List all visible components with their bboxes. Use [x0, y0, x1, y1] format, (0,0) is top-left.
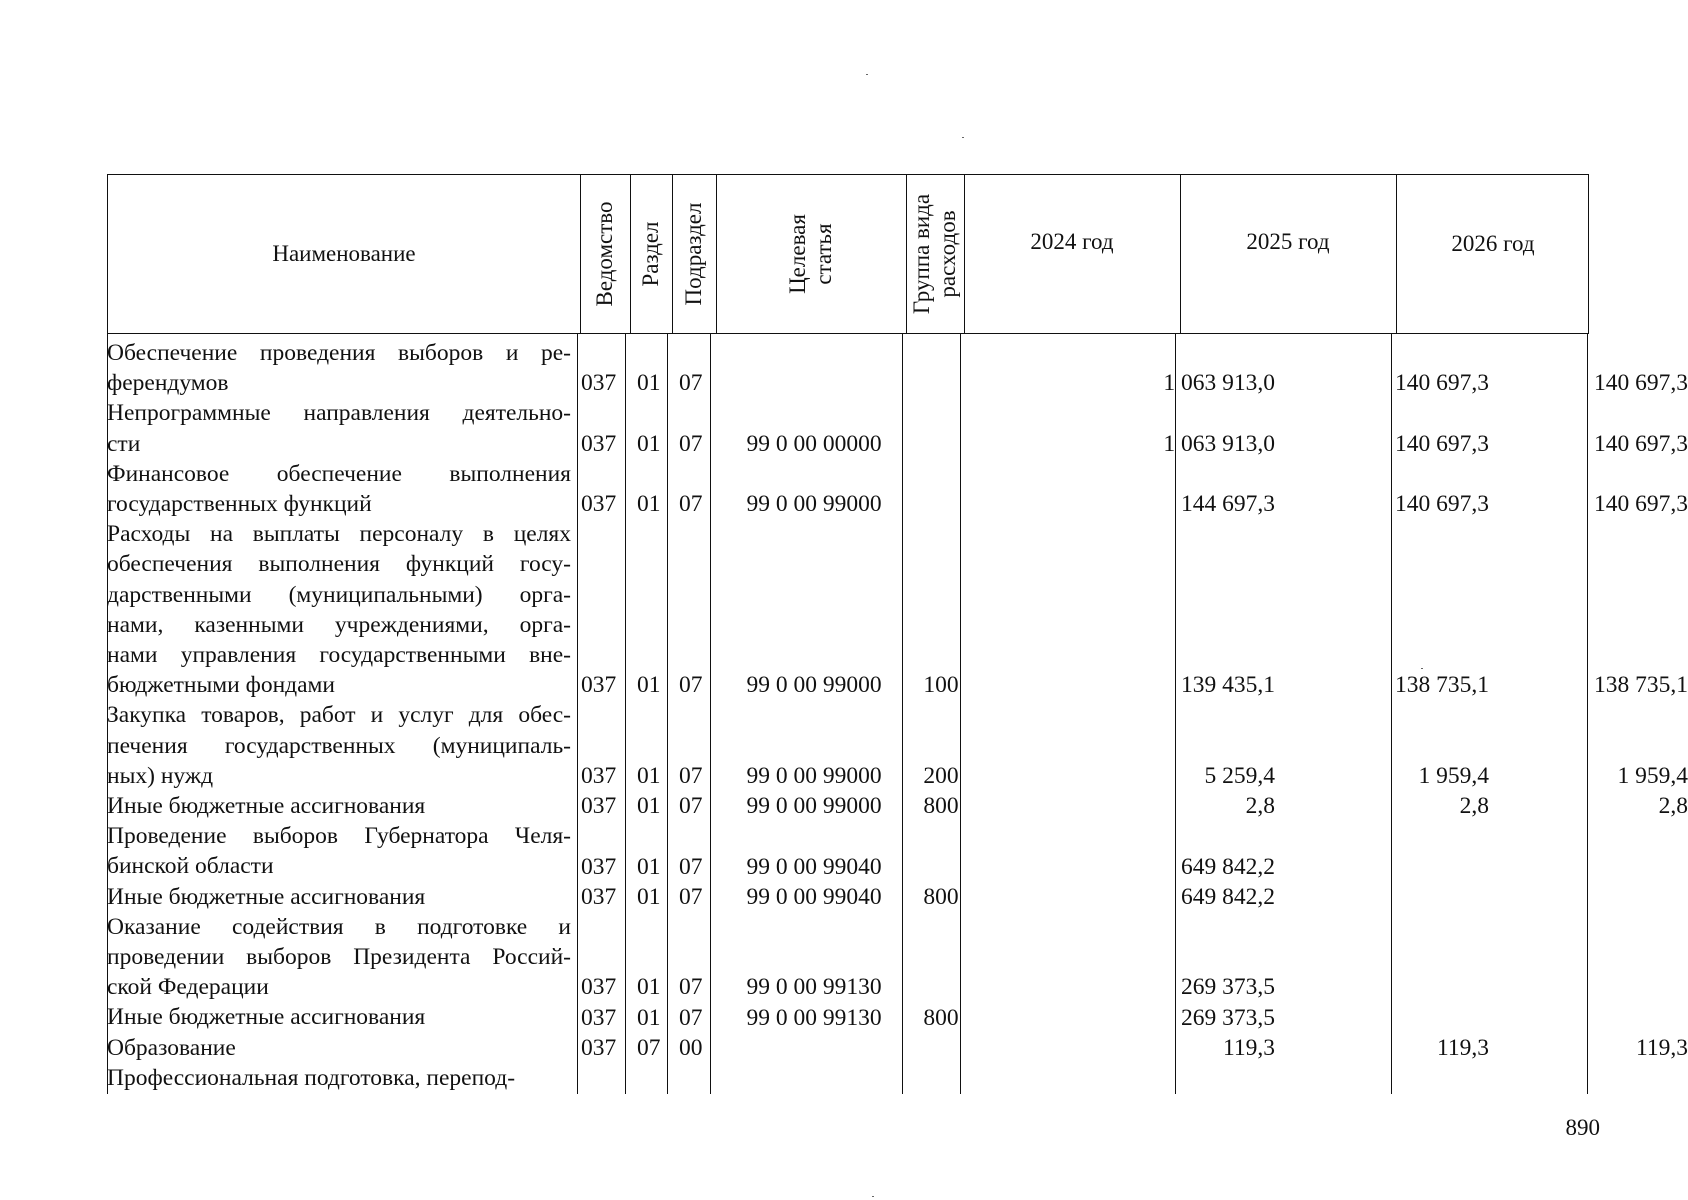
scan-speck	[1421, 668, 1423, 669]
expense-group: 100	[923, 672, 959, 699]
amount-2025: 138 735,1	[1395, 672, 1489, 699]
header-2025-cell	[1180, 175, 1396, 333]
subsection-code: 07	[679, 491, 703, 518]
header-divider	[1180, 175, 1181, 333]
table-row	[107, 519, 1688, 700]
table-row	[107, 459, 1688, 519]
table-row	[107, 882, 1589, 912]
amount-2026: 140 697,3	[1594, 370, 1688, 397]
row-name-line: бинской области	[107, 853, 274, 880]
row-name-line: печения государственных (муниципаль-	[107, 732, 571, 759]
amount-2026: 2,8	[1658, 793, 1688, 820]
section-code: 01	[637, 430, 661, 457]
target-article: 99 0 00 99000	[746, 672, 882, 699]
header-podrazdel: Подраздел	[681, 202, 706, 306]
row-name-line: Обеспечение проведения выборов и ре-	[107, 340, 571, 366]
table-row	[107, 338, 1688, 398]
section-code: 01	[637, 672, 661, 699]
row-name-line: нами, казенными учреждениями, орга-	[107, 611, 571, 638]
row-name-line: Проведение выборов Губернатора Челя-	[107, 823, 571, 850]
row-name-line: ферендумов	[107, 370, 229, 397]
row-name	[107, 338, 571, 398]
table-row	[107, 398, 1688, 458]
amount-2024: 649 842,2	[1181, 883, 1275, 910]
header-vedomstvo: Ведомство	[592, 201, 617, 307]
table-row	[107, 791, 1688, 821]
header-divider	[630, 175, 631, 333]
expense-group: 800	[923, 793, 959, 820]
header-2024: 2024 год	[1030, 229, 1114, 254]
amount-2024: 5 259,4	[1204, 762, 1275, 789]
amount-2024: 269 373,5	[1181, 1004, 1275, 1031]
amount-2026: 140 697,3	[1594, 491, 1688, 518]
table-row	[107, 1033, 1688, 1063]
amount-2025: 2,8	[1459, 793, 1489, 820]
agency-code: 037	[581, 974, 617, 1001]
header-2026-cell	[1396, 175, 1590, 333]
header-podrazdel-cell	[672, 175, 716, 333]
subsection-code: 07	[679, 1004, 703, 1031]
table-row	[107, 1063, 1589, 1093]
header-2026: 2026 год	[1451, 231, 1535, 256]
subsection-code: 07	[679, 430, 703, 457]
row-name-line: обеспечения выполнения функций госу-	[107, 551, 571, 578]
target-article: 99 0 00 99000	[746, 491, 882, 518]
header-name: Наименование	[272, 241, 416, 266]
table-row	[107, 821, 1589, 881]
agency-code: 037	[581, 883, 617, 910]
amount-2024: 649 842,2	[1181, 853, 1275, 880]
row-name-line: Иные бюджетные ассигнования	[107, 793, 426, 819]
row-name	[107, 791, 571, 821]
table-row	[107, 1002, 1589, 1032]
amount-2024: 269 373,5	[1181, 974, 1275, 1001]
agency-code: 037	[581, 491, 617, 518]
section-code: 01	[637, 370, 661, 397]
row-name-line: Финансовое обеспечение выполнения	[107, 460, 571, 487]
amount-2026: 1 959,4	[1617, 762, 1688, 789]
scan-speck	[962, 137, 964, 138]
header-vedomstvo-cell	[580, 175, 630, 333]
expense-group: 800	[923, 1004, 959, 1031]
row-name	[107, 700, 571, 791]
section-code: 01	[637, 491, 661, 518]
row-name-line: государственных функций	[107, 491, 372, 517]
subsection-code: 07	[679, 370, 703, 397]
section-code: 01	[637, 883, 661, 910]
header-divider	[906, 175, 907, 333]
subsection-code: 07	[679, 974, 703, 1001]
header-celevaya	[785, 214, 837, 294]
row-name-line: Иные бюджетные ассигнования	[107, 1004, 426, 1031]
header-divider	[580, 175, 581, 333]
target-article: 99 0 00 99040	[746, 853, 882, 880]
row-name	[107, 459, 571, 519]
agency-code: 037	[581, 762, 617, 789]
row-name-line: Непрограммные направления деятельно-	[107, 400, 571, 427]
row-name	[107, 398, 571, 458]
amount-2024: 144 697,3	[1181, 491, 1275, 518]
row-name-line: нами управления государственными вне-	[107, 642, 571, 668]
subsection-code: 07	[679, 883, 703, 910]
subsection-code: 07	[679, 853, 703, 880]
row-name-line: Оказание содействия в подготовке и	[107, 913, 571, 940]
amount-2024: 1 063 913,0	[1163, 430, 1275, 457]
expense-group: 200	[923, 762, 959, 789]
agency-code: 037	[581, 793, 617, 820]
table-row	[107, 700, 1688, 791]
header-divider	[716, 175, 717, 333]
header-gruppa-line1: Группа вида	[909, 193, 934, 315]
amount-2025: 140 697,3	[1395, 430, 1489, 457]
page-number: 890	[1565, 1115, 1600, 1140]
row-name	[107, 519, 571, 700]
section-code: 01	[637, 974, 661, 1001]
header-name-cell	[108, 175, 580, 333]
subsection-code: 07	[679, 793, 703, 820]
row-name	[107, 882, 571, 912]
subsection-code: 07	[679, 762, 703, 789]
section-code: 01	[637, 793, 661, 820]
header-gruppa-cell	[906, 175, 964, 333]
header-2024-cell	[964, 175, 1180, 333]
agency-code: 037	[581, 1004, 617, 1031]
agency-code: 037	[581, 1034, 617, 1061]
agency-code: 037	[581, 430, 617, 457]
row-name-line: ных) нужд	[107, 762, 214, 789]
amount-2024: 2,8	[1245, 793, 1275, 820]
expense-group: 800	[923, 883, 959, 910]
header-gruppa	[909, 194, 961, 314]
agency-code: 037	[581, 853, 617, 880]
agency-code: 037	[581, 370, 617, 397]
section-code: 01	[637, 762, 661, 789]
section-code: 01	[637, 853, 661, 880]
header-gruppa-line2: расходов	[935, 210, 960, 298]
amount-2025: 119,3	[1436, 1034, 1489, 1061]
target-article: 99 0 00 99130	[746, 974, 882, 1001]
subsection-code: 07	[679, 672, 703, 699]
row-name-line: Закупка товаров, работ и услуг для обес-	[107, 702, 571, 729]
header-divider	[964, 175, 965, 333]
row-name-line: дарственными (муниципальными) орга-	[107, 581, 571, 608]
row-name	[107, 821, 571, 881]
amount-2025: 1 959,4	[1418, 762, 1489, 789]
subsection-code: 00	[679, 1034, 703, 1061]
amount-2024: 1 063 913,0	[1163, 370, 1275, 397]
section-code: 07	[637, 1034, 661, 1061]
header-2025: 2025 год	[1246, 229, 1330, 254]
row-name-line: сти	[107, 430, 141, 457]
row-name	[107, 1002, 571, 1032]
header-celevaya-line2: статья	[811, 223, 836, 285]
target-article: 99 0 00 99130	[746, 1004, 882, 1031]
scan-speck	[872, 1196, 874, 1197]
amount-2024: 119,3	[1222, 1034, 1275, 1061]
table-header	[107, 174, 1589, 334]
row-name-line: Расходы на выплаты персоналу в целях	[107, 521, 571, 548]
row-name	[107, 1033, 571, 1063]
row-name-line: Образование	[107, 1034, 236, 1061]
header-razdel-cell	[630, 175, 672, 333]
target-article: 99 0 00 00000	[746, 430, 882, 457]
scan-speck	[866, 74, 868, 75]
target-article: 99 0 00 99000	[746, 762, 882, 789]
row-name-line: Иные бюджетные ассигнования	[107, 883, 426, 910]
section-code: 01	[637, 1004, 661, 1031]
amount-2026: 119,3	[1635, 1034, 1688, 1061]
row-name-line: бюджетными фондами	[107, 672, 335, 699]
row-name-line: Профессиональная подготовка, перепод-	[107, 1064, 516, 1091]
amount-2026: 138 735,1	[1594, 672, 1688, 699]
row-name-line: ской Федерации	[107, 974, 269, 1001]
target-article: 99 0 00 99040	[746, 883, 882, 910]
table-body	[107, 334, 1688, 1094]
header-celevaya-cell	[716, 175, 906, 333]
amount-2024: 139 435,1	[1181, 672, 1275, 699]
header-razdel: Раздел	[638, 221, 663, 287]
row-name-line: проведении выборов Президента Россий-	[107, 944, 571, 970]
row-name	[107, 1063, 571, 1093]
row-name	[107, 912, 571, 1003]
amount-2025: 140 697,3	[1395, 491, 1489, 518]
header-divider	[1396, 175, 1397, 333]
table-row	[107, 912, 1589, 1003]
header-celevaya-line1: Целевая	[785, 214, 810, 294]
amount-2026: 140 697,3	[1594, 430, 1688, 457]
agency-code: 037	[581, 672, 617, 699]
amount-2025: 140 697,3	[1395, 370, 1489, 397]
target-article: 99 0 00 99000	[746, 793, 882, 820]
header-divider	[672, 175, 673, 333]
